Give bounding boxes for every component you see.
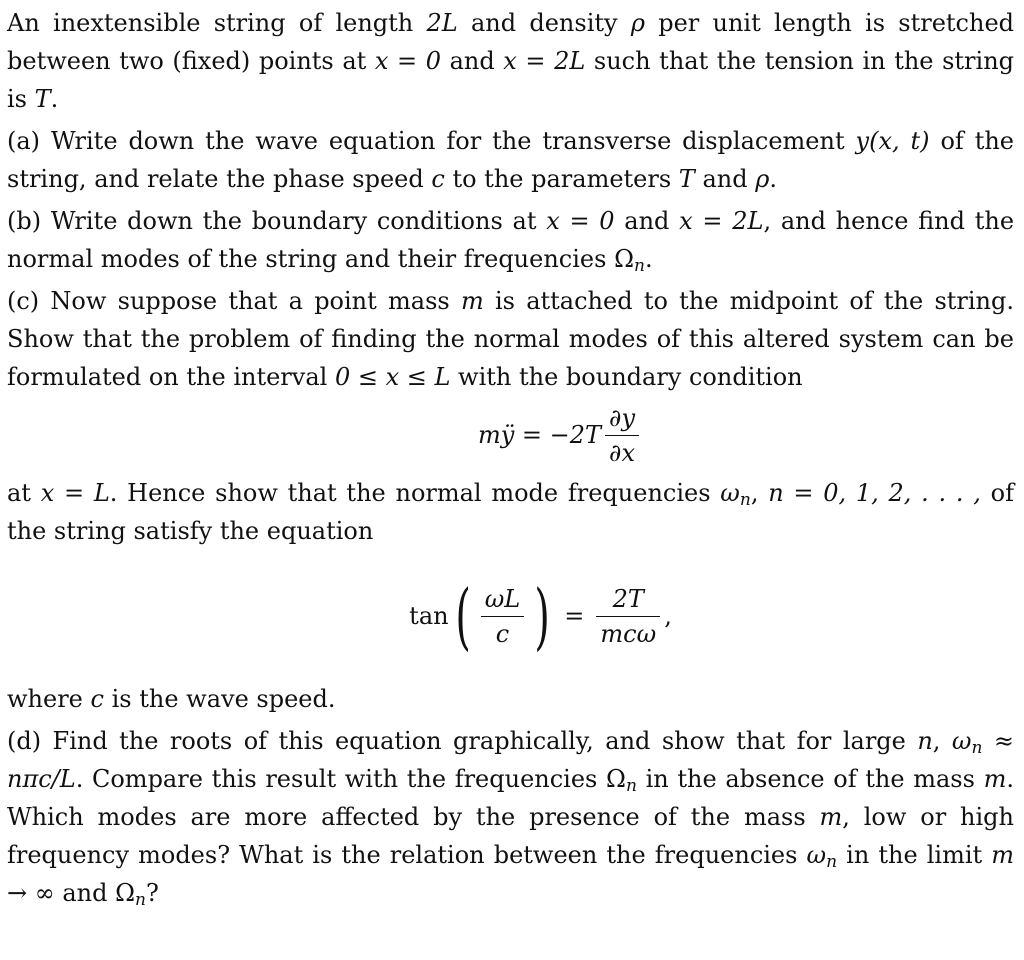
- right-paren: ): [534, 574, 550, 658]
- fraction: [481, 582, 525, 651]
- text: (c) Now suppose that a point mass: [7, 287, 461, 315]
- part-b-paragraph: [7, 202, 1014, 278]
- wave-speed-note: [7, 680, 1014, 718]
- text: . Hence show that the normal mode frequencies: [109, 479, 721, 507]
- text: (b) Write down the boundary conditions at: [7, 207, 547, 235]
- part-d-paragraph: [7, 722, 1014, 912]
- fraction: [605, 401, 639, 470]
- math-subscript: n: [826, 852, 838, 872]
- text: is attached to the midpoint of the string. Show that the problem of finding the normal modes of this altered system can be formulated on the interval: [7, 287, 1015, 391]
- fraction: [596, 582, 660, 651]
- math: x = 0: [374, 47, 441, 75]
- math: m → ∞: [7, 841, 1014, 907]
- math: 0 ≤ x ≤ L: [334, 363, 451, 391]
- math: x = 2L: [503, 47, 586, 75]
- text: An inextensible string of length: [7, 9, 427, 37]
- text: at: [7, 479, 41, 507]
- math: ρ: [630, 9, 645, 37]
- fraction-denominator: c: [495, 619, 510, 648]
- math: Ω: [606, 765, 626, 793]
- text: in the absence of the mass: [636, 765, 984, 793]
- math: c: [90, 685, 104, 713]
- text: with the boundary condition: [450, 363, 803, 391]
- text: where: [7, 685, 91, 713]
- text: ,: [750, 479, 769, 507]
- text: . Compare this result with the frequencies: [75, 765, 607, 793]
- boundary-condition-equation: [7, 400, 1014, 470]
- text: of the string, and relate the phase speed: [7, 127, 1014, 193]
- equation-lhs: mÿ = −2T: [477, 421, 602, 449]
- math: c: [431, 165, 445, 193]
- text: to the parameters: [444, 165, 679, 193]
- math-subscript: n: [739, 490, 751, 510]
- text: and: [440, 47, 504, 75]
- math: m: [460, 287, 484, 315]
- text: .: [769, 165, 777, 193]
- text: (a) Write down the wave equation for the transverse displacement: [7, 127, 856, 155]
- text: and: [614, 207, 680, 235]
- left-paren: (: [454, 574, 471, 658]
- text: ,: [932, 727, 952, 755]
- text: and: [694, 165, 756, 193]
- math-subscript: n: [971, 738, 983, 758]
- tan-function: tan: [409, 602, 449, 630]
- text: of the string satisfy the equation: [7, 479, 1015, 545]
- fraction-denominator: ∂x: [609, 438, 635, 467]
- text: such that the tension in the string is: [7, 47, 1015, 113]
- part-a-paragraph: [7, 122, 1014, 198]
- text: , and hence find the normal modes of the string and their frequencies: [7, 207, 1015, 273]
- text: .: [644, 245, 653, 273]
- math: ω: [806, 841, 827, 869]
- math: n = 0, 1, 2, . . . ,: [768, 479, 981, 507]
- equals-sign: =: [564, 602, 585, 630]
- intro-paragraph: [7, 4, 1014, 118]
- fraction-numerator: 2T: [612, 584, 644, 613]
- text: in the limit: [837, 841, 992, 869]
- fraction-numerator: ∂y: [609, 403, 636, 432]
- math: x = 2L: [679, 207, 764, 235]
- text: , low or high frequency modes? What is the relation between the frequencies: [7, 803, 1015, 869]
- math: ρ: [755, 165, 770, 193]
- fraction-denominator: mcω: [600, 619, 657, 648]
- text: .: [50, 85, 59, 113]
- math: x = L: [40, 479, 110, 507]
- math: 2L: [426, 9, 458, 37]
- math: m: [819, 803, 843, 831]
- math-subscript: n: [625, 776, 637, 796]
- math: T: [678, 165, 695, 193]
- math-subscript: n: [633, 256, 645, 276]
- math: ω: [951, 727, 972, 755]
- math: ≈ nπc/L: [7, 727, 1014, 793]
- comma: ,: [664, 602, 672, 630]
- math: n: [917, 727, 933, 755]
- math-subscript: n: [135, 890, 146, 910]
- frequency-equation: [7, 556, 1014, 676]
- text: ?: [145, 879, 159, 907]
- text: (d) Find the roots of this equation graphically, and show that for large: [7, 727, 918, 755]
- math: Ω: [115, 879, 136, 907]
- text: and: [54, 879, 116, 907]
- math: T: [34, 85, 51, 113]
- text: and density: [457, 9, 631, 37]
- text: . Which modes are more affected by the presence of the mass: [7, 765, 1014, 831]
- math: m: [983, 765, 1007, 793]
- math: y(x, t): [855, 127, 930, 155]
- part-c-continuation: [7, 474, 1014, 550]
- math: x = 0: [546, 207, 615, 235]
- part-c-paragraph: [7, 282, 1014, 396]
- text: is the wave speed.: [103, 685, 336, 713]
- math: ω: [720, 479, 740, 507]
- fraction-numerator: ωL: [484, 584, 521, 613]
- math: Ω: [614, 245, 634, 273]
- text: per unit length is stretched between two (fixed) points at: [7, 9, 1015, 75]
